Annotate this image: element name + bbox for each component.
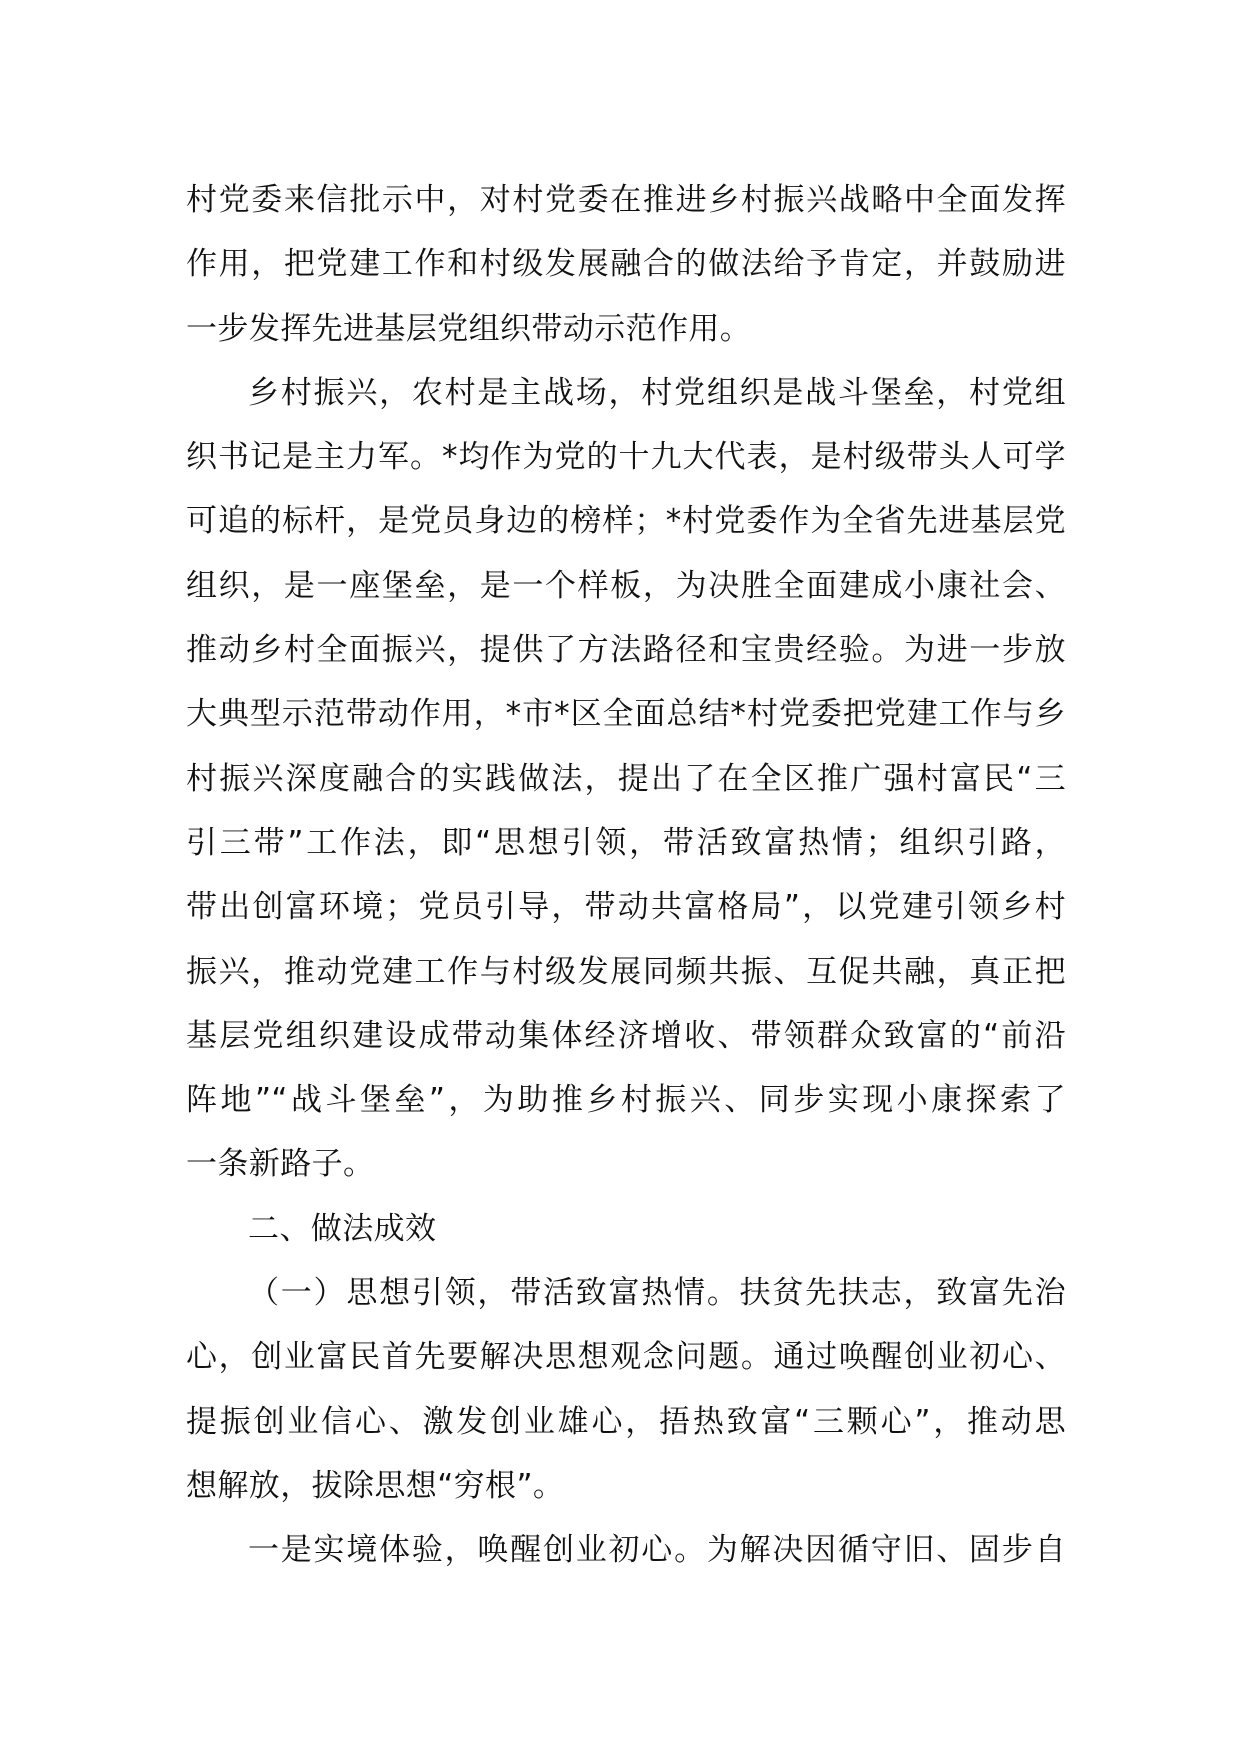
subsection-heading-line: （一）思想引领，带活致富热情。扶贫先扶志，致富先治 (248, 1275, 1066, 1312)
document-body (186, 168, 1066, 1583)
text-line: 乡村振兴，农村是主战场，村党组织是战斗堡垒，村党组 (248, 374, 1066, 411)
text-line: 村党委来信批示中，对村党委在推进乡村振兴战略中全面发挥 (186, 182, 1066, 218)
text-line: 阵地”“战斗堡垒”，为助推乡村振兴、同步实现小康探索了 (186, 1082, 1066, 1119)
text-line: 振兴，推动党建工作与村级发展同频共振、互促共融，真正把 (186, 953, 1066, 990)
text-line: 引三带”工作法，即“思想引领，带活致富热情；组织引路， (186, 824, 1066, 861)
text-line: 一是实境体验，唤醒创业初心。为解决因循守旧、固步自 (248, 1532, 1066, 1569)
text-line: 一步发挥先进基层党组织带动示范作用。 (186, 310, 752, 347)
section-heading: 二、做法成效 (248, 1210, 437, 1247)
text-line: 提振创业信心、激发创业雄心，捂热致富“三颗心”，推动思 (186, 1403, 1066, 1440)
text-line: 可追的标杆，是党员身边的榜样；*村党委作为全省先进基层党 (186, 503, 1066, 540)
text-line: 村振兴深度融合的实践做法，提出了在全区推广强村富民“三 (186, 760, 1066, 797)
text-line: 组织，是一座堡垒，是一个样板，为决胜全面建成小康社会、 (186, 567, 1066, 604)
text-line: 织书记是主力军。*均作为党的十九大代表，是村级带头人可学 (186, 439, 1066, 476)
text-line: 带出创富环境；党员引导，带动共富格局”，以党建引领乡村 (186, 889, 1066, 926)
text-line: 一条新路子。 (186, 1146, 375, 1183)
text-line: 推动乡村全面振兴，提供了方法路径和宝贵经验。为进一步放 (186, 632, 1066, 669)
text-line: 基层党组织建设成带动集体经济增收、带领群众致富的“前沿 (186, 1017, 1066, 1054)
text-line: 作用，把党建工作和村级发展融合的做法给予肯定，并鼓励进 (186, 246, 1066, 283)
text-line: 大典型示范带动作用，*市*区全面总结*村党委把党建工作与乡 (186, 696, 1066, 733)
text-line: 心，创业富民首先要解决思想观念问题。通过唤醒创业初心、 (186, 1339, 1066, 1376)
text-line: 想解放，拔除思想“穷根”。 (186, 1467, 565, 1504)
